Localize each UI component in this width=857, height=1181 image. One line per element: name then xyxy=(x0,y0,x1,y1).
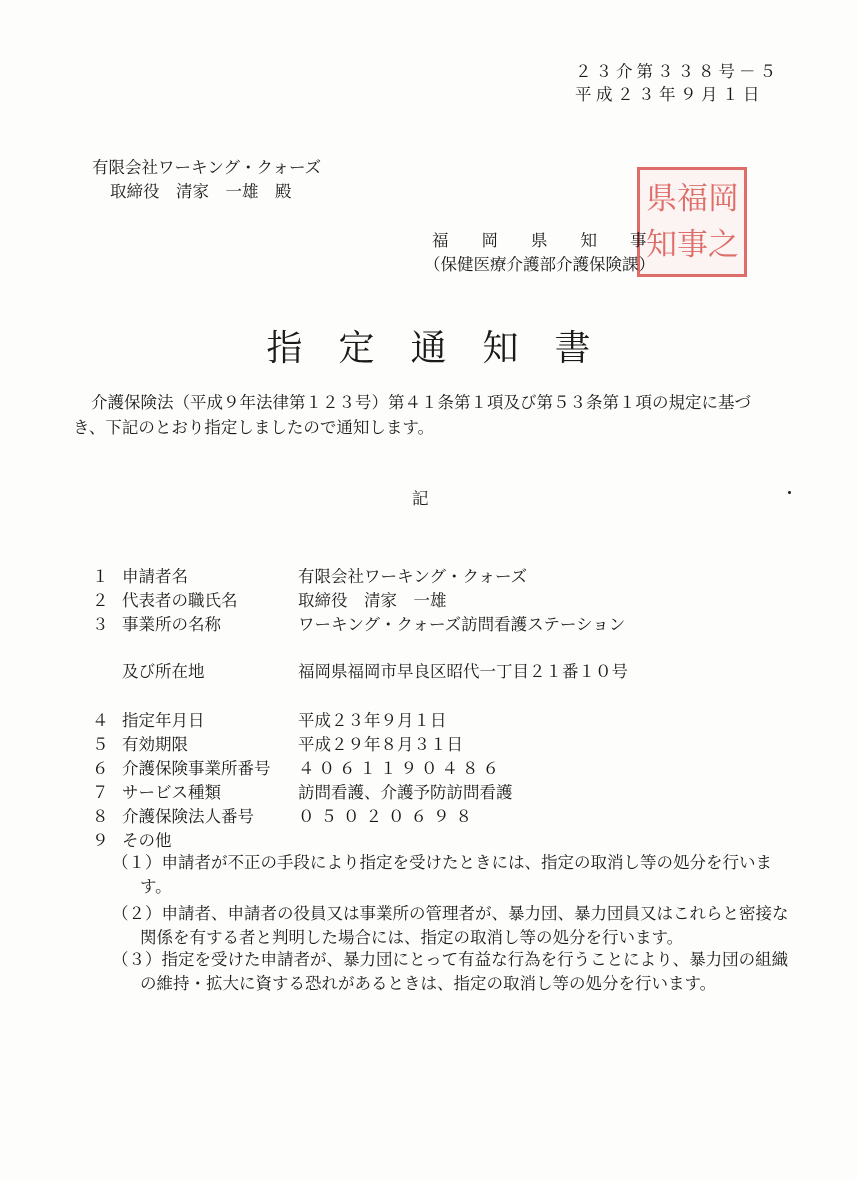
item-number: ５ xyxy=(92,735,109,754)
item-label: サービス種類 xyxy=(122,783,221,802)
item-number: ３ xyxy=(92,615,109,634)
document-title: 指定通知書 xyxy=(266,328,627,369)
item-value: ０５０２０６９８ xyxy=(298,807,478,826)
item-number: ７ xyxy=(92,783,109,802)
other-note xyxy=(112,948,790,996)
item-label: 介護保険法人番号 xyxy=(122,807,254,826)
note-text: 申請者、申請者の役員又は事業所の管理者が、暴力団、暴力団員又はこれらと密接な関係を有する者と判明した場合には、指定の取消し等の処分を行います。 xyxy=(140,904,789,947)
item-number: ９ xyxy=(92,831,109,850)
issuer-department: （保健医療介護部介護保険課） xyxy=(424,255,655,274)
item-value: 訪問看護、介護予防訪問看護 xyxy=(298,783,513,802)
list-item xyxy=(92,611,625,635)
note-text: 指定を受けた申請者が、暴力団にとって有益な行為を行うことにより、暴力団の組織の維持・拡大に資する恐れがあるときは、指定の取消し等の処分を行います。 xyxy=(140,950,789,993)
item-label: 申請者名 xyxy=(122,567,188,586)
seal-character: 知 xyxy=(646,226,677,263)
list-item xyxy=(92,827,298,851)
seal-character: 岡 xyxy=(708,180,739,217)
note-text: 申請者が不正の手段により指定を受けたときには、指定の取消し等の処分を行います。 xyxy=(140,853,772,896)
item-value: ワーキング・クォーズ訪問看護ステーション xyxy=(298,615,626,634)
list-item xyxy=(92,707,447,731)
list-item xyxy=(92,803,478,827)
list-item xyxy=(92,587,447,611)
list-item xyxy=(92,563,527,587)
note-marker: （２） xyxy=(112,904,162,923)
item-label: 指定年月日 xyxy=(122,711,205,730)
other-note xyxy=(112,902,790,950)
item-number: ２ xyxy=(92,591,109,610)
item-number: １ xyxy=(92,567,109,586)
note-marker: （１） xyxy=(112,853,162,872)
seal-character: 事 xyxy=(677,226,708,263)
item-label: 有効期限 xyxy=(122,735,188,754)
document-number: ２３介第３３８号－５ xyxy=(575,62,780,81)
item-label: 介護保険事業所番号 xyxy=(122,759,271,778)
ki-label: 記 xyxy=(412,489,429,508)
list-item xyxy=(92,755,503,779)
item-number: ４ xyxy=(92,711,109,730)
list-item xyxy=(92,658,628,682)
item-number: ８ xyxy=(92,807,109,826)
item-label: その他 xyxy=(122,831,172,850)
item-value: 有限会社ワーキング・クォーズ xyxy=(298,567,528,586)
seal-character: 福 xyxy=(677,180,708,217)
list-item xyxy=(92,779,513,803)
item-value: 取締役 清家 一雄 xyxy=(298,591,447,610)
seal-character: 之 xyxy=(708,226,739,263)
seal-character: 県 xyxy=(646,180,677,217)
recipient-company: 有限会社ワーキング・クォーズ xyxy=(92,158,322,177)
preamble-paragraph: 介護保険法（平成９年法律第１２３号）第４１条第１項及び第５３条第１項の規定に基づき、下記のとおり指定しましたので通知します。 xyxy=(73,393,751,437)
note-marker: （３） xyxy=(112,950,162,969)
document-date: 平成２３年９月１日 xyxy=(575,85,764,104)
item-label: 代表者の職氏名 xyxy=(122,591,238,610)
item-value: ４０６１１９０４８６ xyxy=(298,759,503,778)
recipient-person: 取締役 清家 一雄 殿 xyxy=(110,182,292,201)
item-value: 平成２３年９月１日 xyxy=(298,711,447,730)
scan-speck xyxy=(788,491,791,494)
item-number: ６ xyxy=(92,759,109,778)
issuer-title: 福 岡 県 知 事 xyxy=(432,231,647,250)
item-label: 事業所の名称 xyxy=(122,615,221,634)
item-value: 福岡県福岡市早良区昭代一丁目２１番１０号 xyxy=(298,662,628,681)
other-note xyxy=(112,851,790,899)
list-item xyxy=(92,731,463,755)
item-value: 平成２９年８月３１日 xyxy=(298,735,463,754)
item-label: 及び所在地 xyxy=(122,662,205,681)
